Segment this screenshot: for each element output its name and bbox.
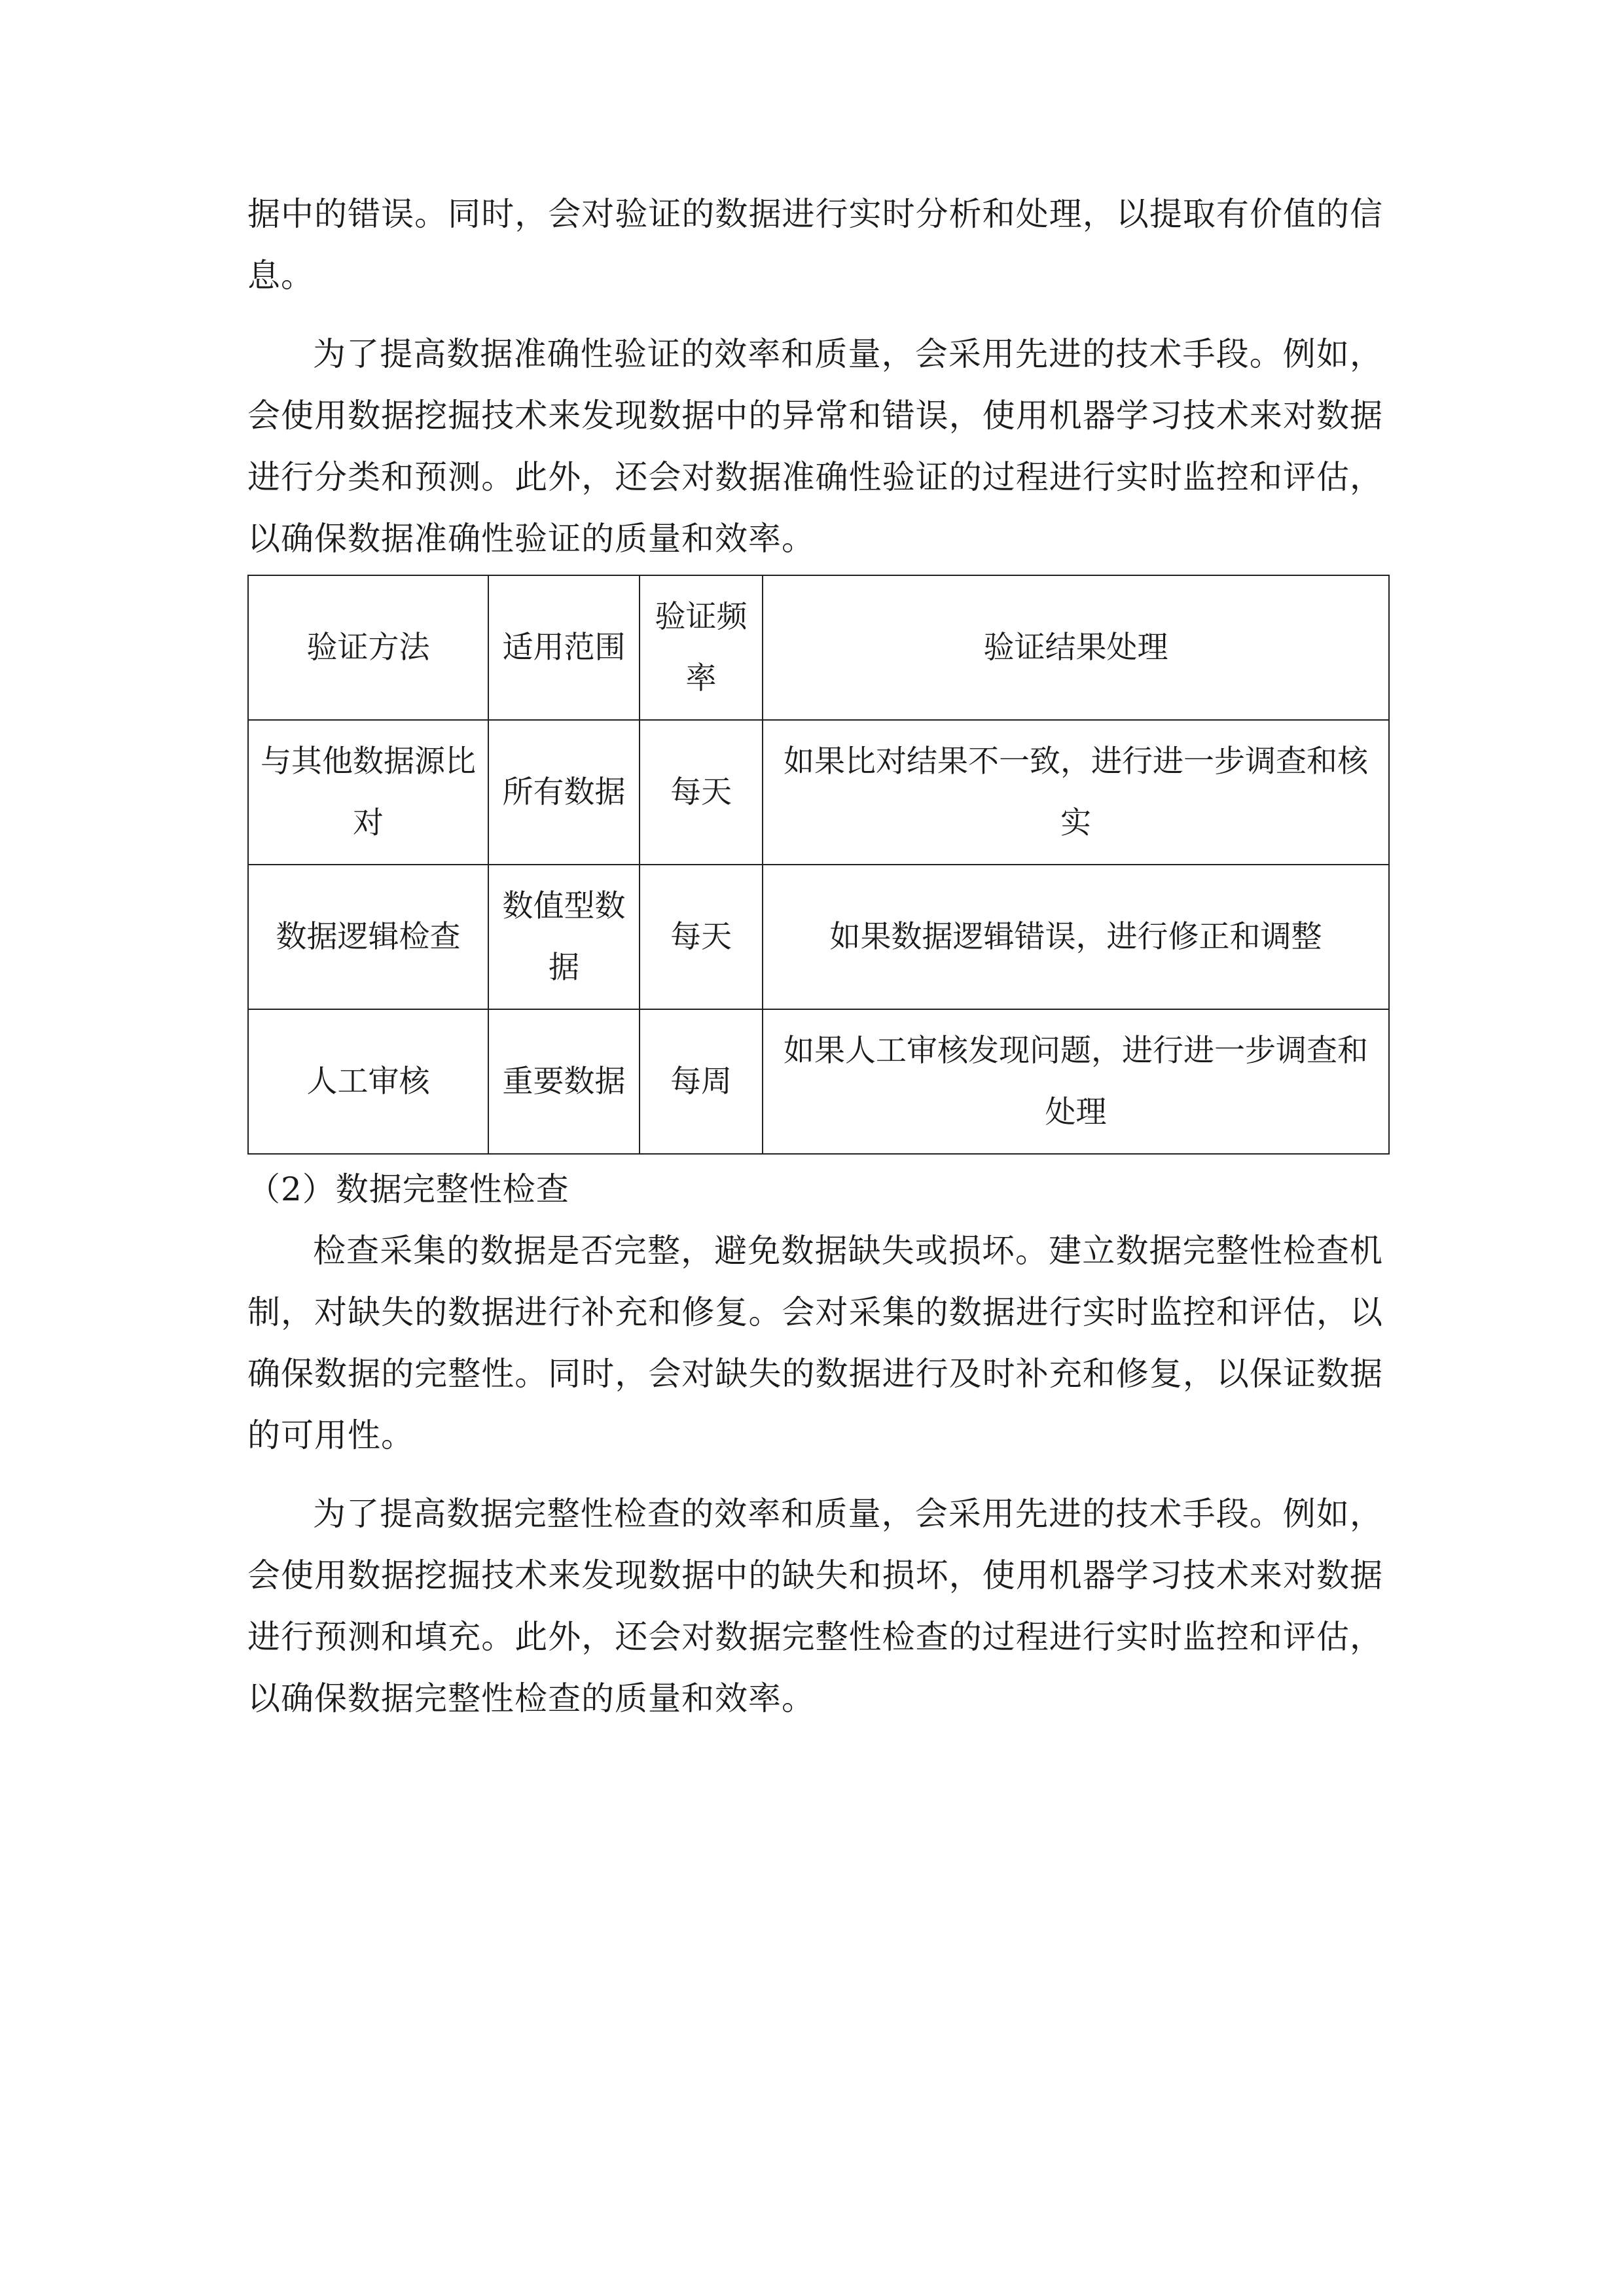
- table-cell: 每周: [640, 1009, 763, 1154]
- table-cell: 与其他数据源比对: [248, 720, 488, 865]
- table-cell: 所有数据: [488, 720, 640, 865]
- table-cell: 如果人工审核发现问题，进行进一步调查和处理: [763, 1009, 1389, 1154]
- table-cell: 重要数据: [488, 1009, 640, 1154]
- table-row: [248, 865, 1389, 1009]
- section-heading: （2）数据完整性检查: [247, 1170, 569, 1208]
- paragraph-integrity-methods: 为了提高数据完整性检查的效率和质量，会采用先进的技术手段。例如，会使用数据挖掘技术来发现数据中的缺失和损坏，使用机器学习技术来对数据进行预测和填充。此外，还会对数据完整性检查的过程进行实时监控和评估，以确保数据完整性检查的质量和效率。: [247, 1495, 1383, 1717]
- table-cell: 每天: [640, 720, 763, 865]
- paragraph-continued: 据中的错误。同时，会对验证的数据进行实时分析和处理，以提取有价值的信息。: [247, 195, 1383, 295]
- table-header-cell: 验证方法: [248, 575, 488, 720]
- paragraph-accuracy-methods: 为了提高数据准确性验证的效率和质量，会采用先进的技术手段。例如，会使用数据挖掘技术来发现数据中的异常和错误，使用机器学习技术来对数据进行分类和预测。此外，还会对数据准确性验证的过程进行实时监控和评估，以确保数据准确性验证的质量和效率。: [247, 335, 1383, 558]
- table-header-cell: 适用范围: [488, 575, 640, 720]
- table-cell: 人工审核: [248, 1009, 488, 1154]
- table-cell: 如果比对结果不一致，进行进一步调查和核实: [763, 720, 1389, 865]
- table-header-cell: 验证频率: [640, 575, 763, 720]
- table-cell: 每天: [640, 865, 763, 1009]
- table-header-row: [248, 575, 1389, 720]
- page-content: [247, 183, 1383, 1729]
- table-cell: 数值型数据: [488, 865, 640, 1009]
- table-row: [248, 720, 1389, 865]
- table-header-cell: 验证结果处理: [763, 575, 1389, 720]
- table-row: [248, 1009, 1389, 1154]
- verification-table: [247, 575, 1390, 1155]
- table-cell: 数据逻辑检查: [248, 865, 488, 1009]
- paragraph-integrity-check: 检查采集的数据是否完整，避免数据缺失或损坏。建立数据完整性检查机制，对缺失的数据进行补充和修复。会对采集的数据进行实时监控和评估，以确保数据的完整性。同时，会对缺失的数据进行及时补充和修复，以保证数据的可用性。: [247, 1232, 1383, 1454]
- table-cell: 如果数据逻辑错误，进行修正和调整: [763, 865, 1389, 1009]
